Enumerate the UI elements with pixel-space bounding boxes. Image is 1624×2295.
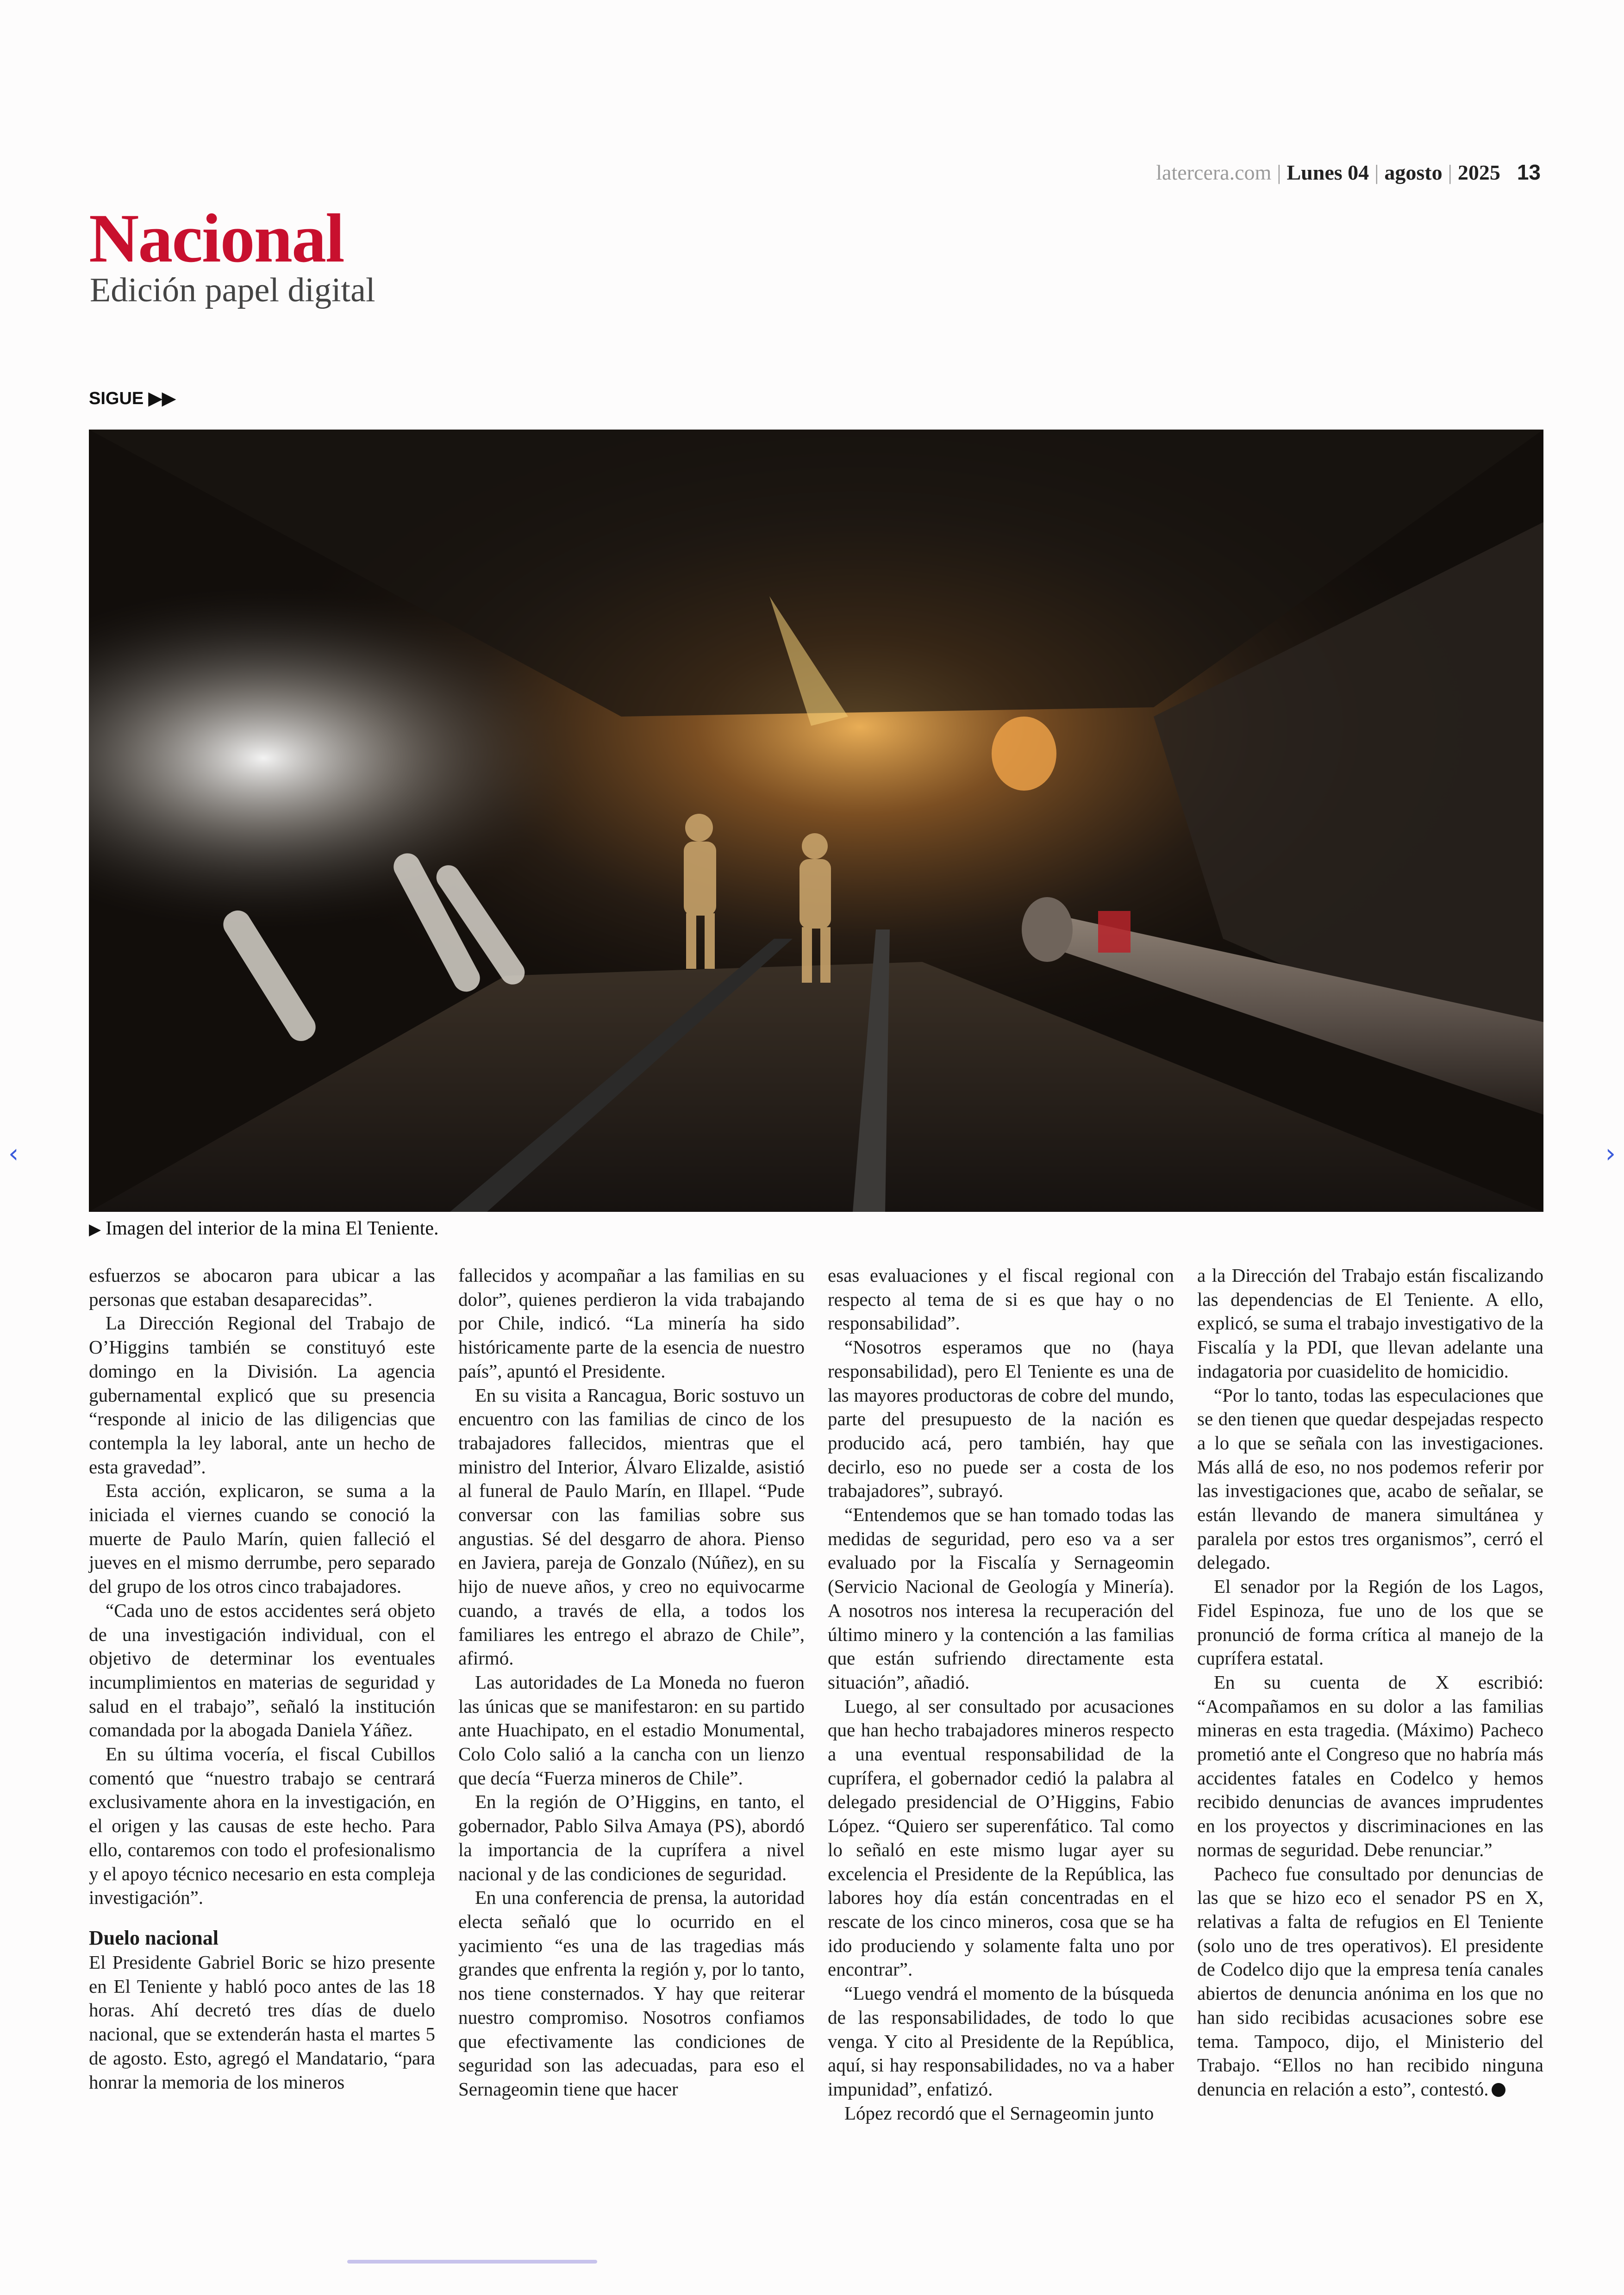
paragraph: En su cuenta de X escribió: “Acompañamos en su dolor a las familias mineras en esta tragedia. (Máximo) Pacheco prometió ante el Congreso que no habría más accidentes fatales en Codelco y hemos recibido denuncias de avances imprudentes en los proyectos y discriminaciones en las normas de seguridad. Debe renunciar.”: [1197, 1671, 1543, 1860]
end-mark-icon: [1492, 2083, 1505, 2097]
paragraph: [1197, 1862, 1543, 2102]
article-column-2: [458, 1264, 805, 2102]
paragraph: En una conferencia de prensa, la autoridad electa señaló que lo ocurrido en el yacimiento “es una de las tragedias más grandes que enfrenta la región y, por lo tanto, nos tiene consternados. Y hay que reiterar nuestro compromiso. Nosotros confiamos que efectivamente las condiciones de seguridad son las adecuadas, para eso el Sernageomin tiene que hacer: [458, 1887, 805, 2100]
paragraph: En la región de O’Higgins, en tanto, el gobernador, Pablo Silva Amaya (PS), abordó la importancia de la cuprífera a nivel nacional y de las condiciones de seguridad.: [458, 1791, 805, 1884]
next-page-button[interactable]: ›: [1605, 1139, 1616, 1169]
subheading: Duelo nacional: [89, 1926, 219, 1949]
header-month: agosto: [1384, 161, 1443, 184]
paragraph: El Presidente Gabriel Boric se hizo presente en El Teniente y habló poco antes de las 18 horas. Ahí decretó tres días de duelo nacional, que se extenderán hasta el martes 5 de agosto. Esto, agregó el Mandatario, “para honrar la memoria de los mineros: [89, 1951, 435, 2093]
paragraph: “Por lo tanto, todas las especulaciones que se den tienen que quedar despejadas respecto a lo que se señala con las investigaciones. Más allá de eso, no nos podemos referir por las investigaciones que, acabo de señalar, se están llevando de manera simultánea y paralela por estos tres organismos”, cerró el delegado.: [1197, 1384, 1543, 1573]
photo-caption-text: Imagen del interior de la mina El Teniente.: [106, 1218, 439, 1239]
paragraph: López recordó que el Sernageomin junto: [844, 2102, 1154, 2124]
reading-progress-bar: [347, 2260, 597, 2264]
caption-arrow-icon: ▶: [89, 1221, 101, 1238]
paragraph: La Dirección Regional del Trabajo de O’Higgins también se constituyó este domingo en la División. La agencia gubernamental explicó que su presencia “responde al inicio de las diligencias que contempla la ley laboral, ante un hecho de esta gravedad”.: [89, 1312, 435, 1478]
page-header-meta: latercera.com | Lunes 04 | agosto | 2025 13: [1156, 160, 1541, 184]
paragraph: fallecidos y acompañar a las familias en su dolor”, quienes perdieron la vida trabajando por Chile, indicó. “La minería ha sido históricamente parte de la esencia de nuestro país”, apuntó el Presidente.: [458, 1265, 805, 1382]
paragraph: a la Dirección del Trabajo están fiscalizando las dependencias de El Teniente. A ello, explicó, se suma el trabajo investigativo de la Fiscalía y la PDI, que llevan adelante una indagatoria por cuasidelito de homicidio.: [1197, 1265, 1543, 1382]
article-column-3: [828, 1264, 1174, 2125]
photo-caption: [89, 1217, 439, 1240]
mine-tunnel-photo: [89, 430, 1543, 1212]
paragraph: “Cada uno de estos accidentes será objeto de una investigación individual, con el objetivo de determinar los eventuales incumplimientos en materias de seguridad y salud en el trabajo”, señaló la institución comandada por la abogada Daniela Yáñez.: [89, 1599, 435, 1741]
section-subtitle: Edición papel digital: [90, 271, 375, 309]
paragraph: “Entendemos que se han tomado todas las medidas de seguridad, pero eso va a ser evaluado por la Fiscalía y Sernageomin (Servicio Nacional de Geología y Minería). A nosotros nos interesa la recuperación del último minero y la contención a las familias que están sufriendo directamente esta situación”, añadió.: [828, 1504, 1174, 1693]
paragraph: En su visita a Rancagua, Boric sostuvo un encuentro con las familias de cinco de los trabajadores fallecidos, mientras que el ministro del Interior, Álvaro Elizalde, asistió al funeral de Paulo Marín, en Illapel. “Pude conversar con las familias sobre sus angustias. Sé del desgarro de ahora. Pienso en Javiera, pareja de Gonzalo (Núñez), en su hijo de nueve años, y creo no equivocarme cuando, a través de ella, a todos los familiares les entrego el abrazo de Chile”, afirmó.: [458, 1384, 805, 1669]
page-number: 13: [1517, 160, 1541, 184]
paragraph-text: Pacheco fue consultado por denuncias de las que se hizo eco el senador PS en X, relativas a falta de refugios en El Teniente (solo uno de tres operativos). El presidente de Codelco dijo que la empresa tenía canales abiertos de denuncia anónima en los que no han sido recibidas acusaciones sobre ese tema. Tampoco, dijo, el Ministerio del Trabajo. “Ellos no han recibido ninguna denuncia en relación a esto”, contestó.: [1197, 1863, 1543, 2100]
paragraph: esfuerzos se abocaron para ubicar a las personas que estaban desaparecidas”.: [89, 1265, 435, 1310]
paragraph: “Luego vendrá el momento de la búsqueda de las responsabilidades, de todo lo que venga. Y cito al Presidente de la República, aquí, si hay responsabilidades, no va a haber impunidad”, enfatizó.: [828, 1983, 1174, 2100]
paragraph: Esta acción, explicaron, se suma a la iniciada el viernes cuando se conoció la muerte de Paulo Marín, quien falleció el jueves en el mismo derrumbe, pero separado del grupo de los otros cinco trabajadores.: [89, 1480, 435, 1597]
paragraph: Las autoridades de La Moneda no fueron las únicas que se manifestaron: en su partido ante Huachipato, en el estadio Monumental, Colo Colo salió a la cancha con un lienzo que decía “Fuerza mineros de Chile”.: [458, 1671, 805, 1789]
header-year: 2025: [1457, 161, 1500, 184]
continue-label: SIGUE ▶▶: [89, 389, 176, 408]
previous-page-button[interactable]: ‹: [8, 1139, 19, 1169]
paragraph: Luego, al ser consultado por acusaciones que han hecho trabajadores mineros respecto a una eventual responsabilidad de la cuprífera, el gobernador cedió la palabra al delegado presidencial de O’Higgins, Fabio López. “Quiero ser superenfático. Tal como lo señaló en este mismo lugar ayer su excelencia el Presidente de la República, las labores hoy día están concentradas en el rescate de los cinco mineros, cosa que se ha ido produciendo y solamente falta uno por encontrar”.: [828, 1695, 1174, 1980]
article-column-4: [1197, 1264, 1543, 2102]
paragraph: En su última vocería, el fiscal Cubillos comentó que “nuestro trabajo se centrará exclusivamente ahora en la investigación, en el origen y las causas de este hecho. Para ello, contaremos con todo el profesionalismo y el apoyo técnico necesario en esta compleja investigación”.: [89, 1743, 435, 1908]
section-title: Nacional: [89, 200, 344, 277]
paragraph: El senador por la Región de los Lagos, Fidel Espinoza, fue uno de los que se pronunció de forma crítica al manejo de la cuprífera estatal.: [1197, 1576, 1543, 1669]
paragraph: “Nosotros esperamos que no (haya responsabilidad), pero El Teniente es una de las mayores productoras de cobre del mundo, parte del presupuesto de la nación es producido acá, pero también, hay que decirlo, eso no puede ser a costa de los trabajadores”, subrayó.: [828, 1336, 1174, 1502]
site-name[interactable]: latercera.com: [1156, 161, 1272, 184]
header-day: Lunes 04: [1287, 161, 1369, 184]
paragraph: esas evaluaciones y el fiscal regional con respecto al tema de si es que hay o no responsabilidad”.: [828, 1265, 1174, 1334]
article-column-1: [89, 1264, 435, 2094]
